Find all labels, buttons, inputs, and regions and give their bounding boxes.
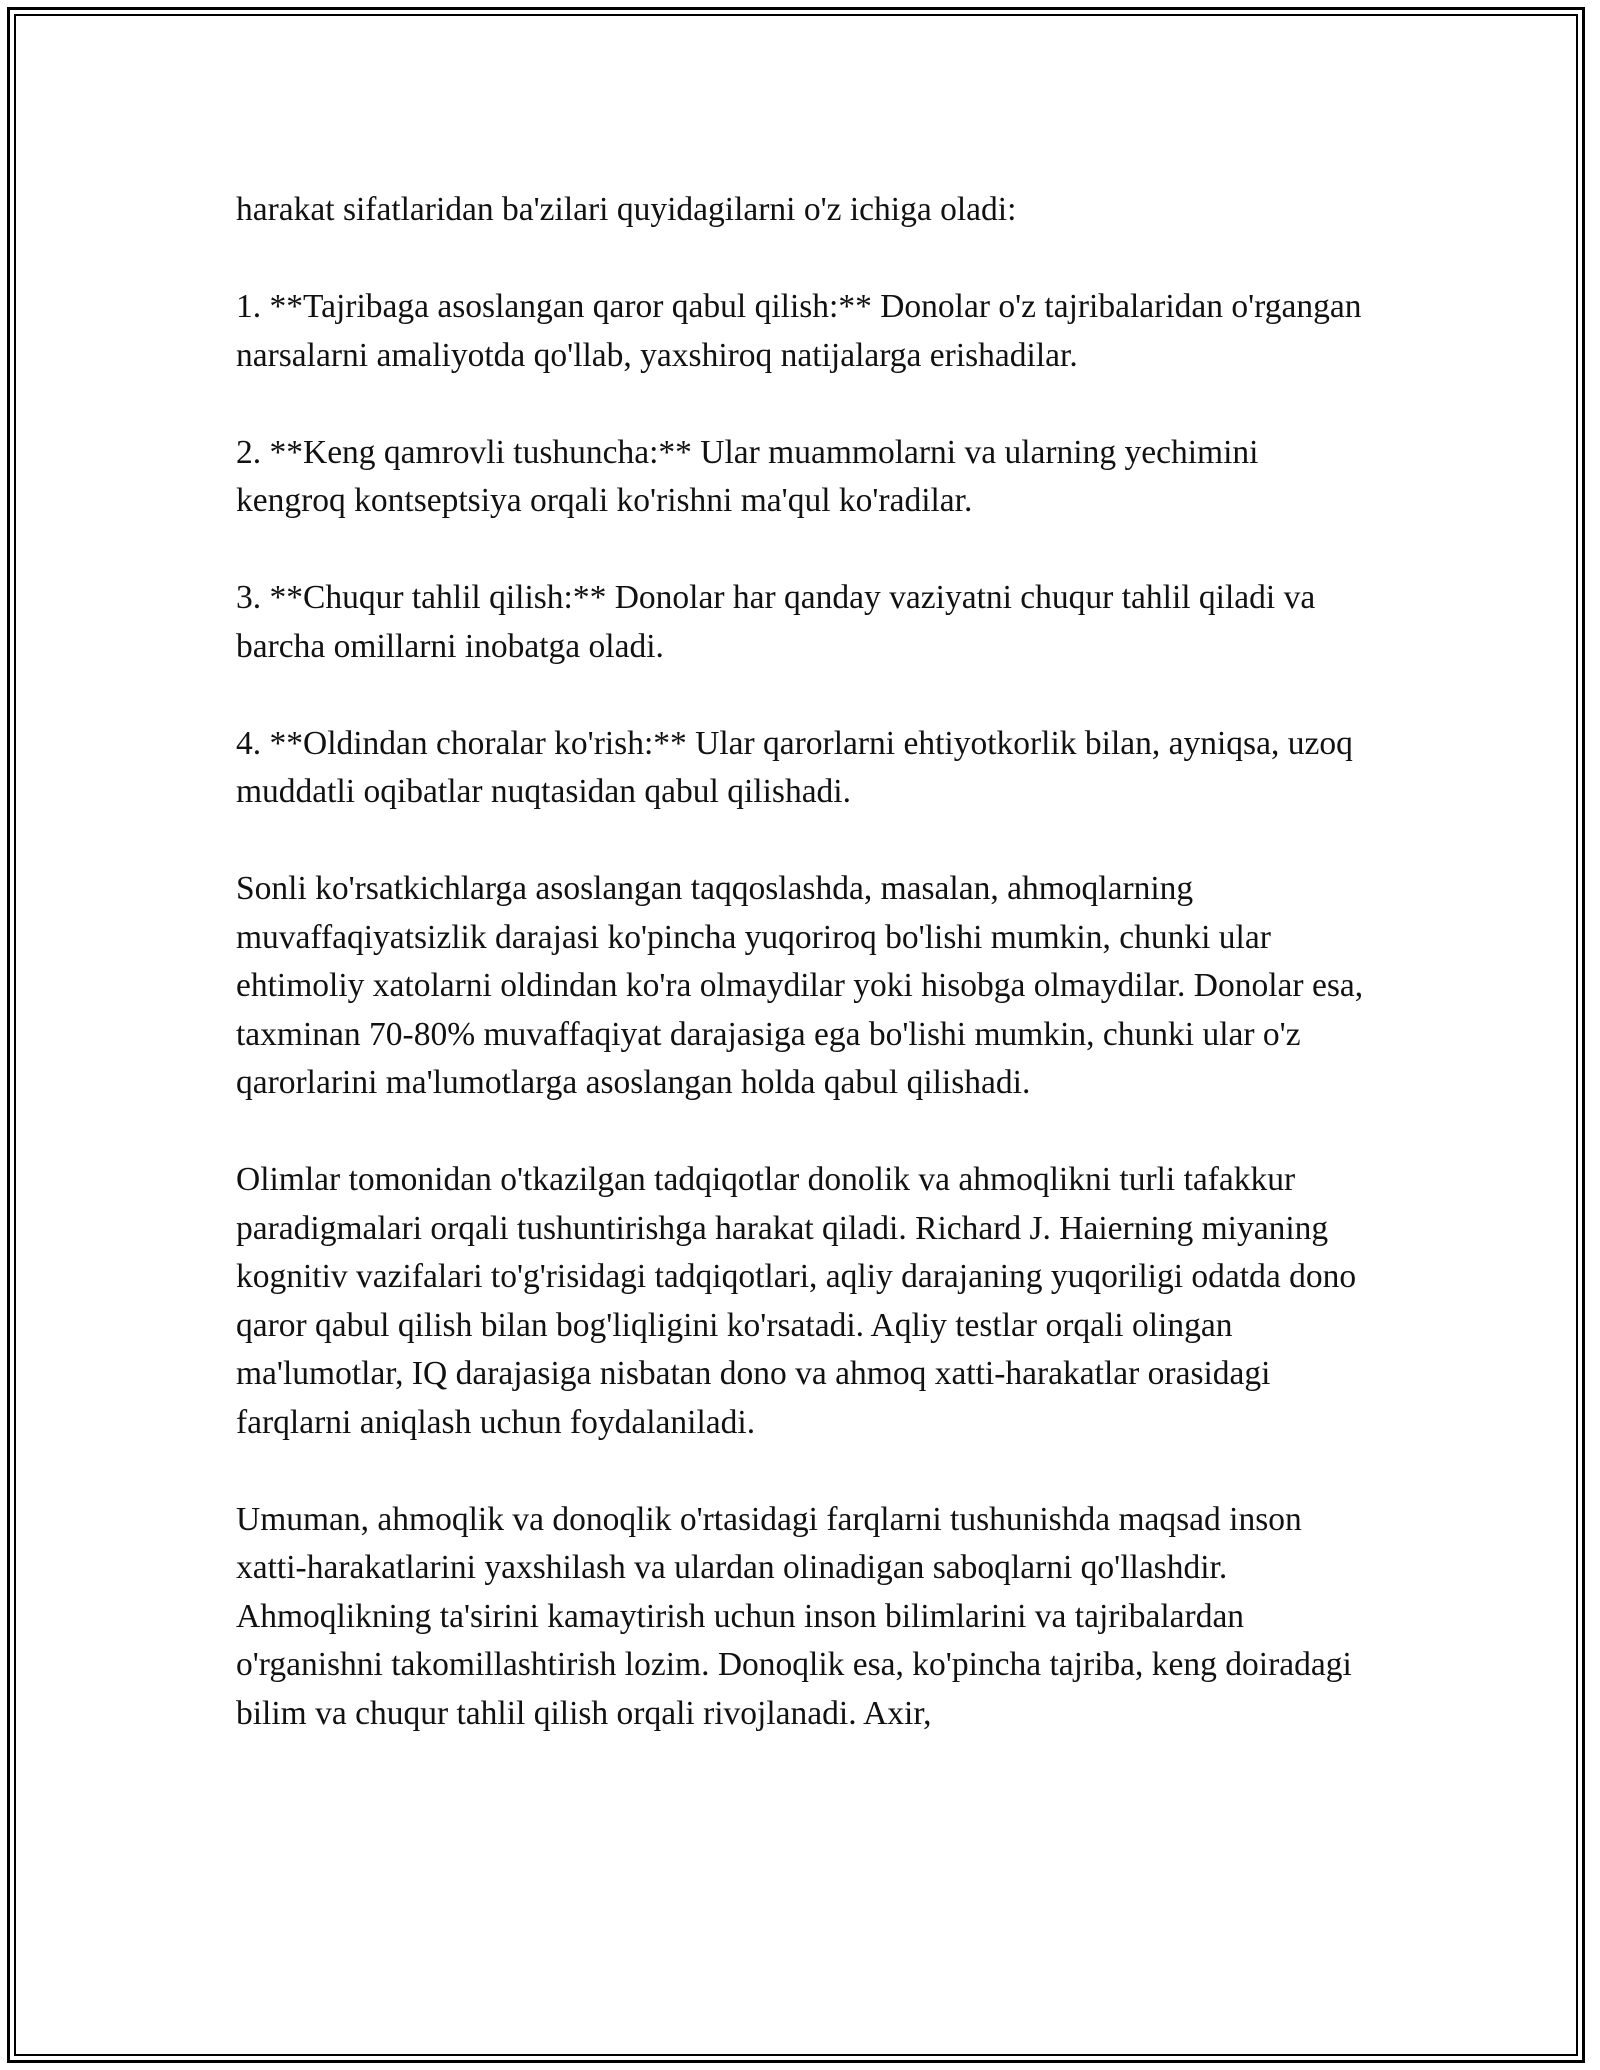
paragraph-list-item-1: 1. **Tajribaga asoslangan qaror qabul qilish:** Donolar o'z tajribalaridan o'rgangan narsalarni amaliyotda qo'llab, yaxshiroq natijalarga erishadilar. — [236, 288, 1362, 374]
paragraph-conclusion: Umuman, ahmoqlik va donoqlik o'rtasidagi farqlarni tushunishda maqsad inson xatti-harakatlarini yaxshilash va ulardan olinadigan saboqlarni qo'llashdir. Ahmoqlikning ta'sirini kamaytirish uchun inson bilimlarini va tajribalardan o'rganishni takomillashtirish lozim. Donoqlik esa, ko'pincha tajriba, keng doiradagi bilim va chuqur tahlil qilish orqali rivojlanadi. Axir, — [236, 1500, 1352, 1732]
paragraph-intro: harakat sifatlaridan ba'zilari quyidagilarni o'z ichiga oladi: — [236, 191, 1017, 228]
paragraph-research: Olimlar tomonidan o'tkazilgan tadqiqotlar donolik va ahmoqlikni turli tafakkur paradigmalari orqali tushuntirishga harakat qiladi. Richard J. Haierning miyaning kognitiv vazifalari to'g'risidagi tadqiqotlari, aqliy darajaning yuqoriligi odatda dono qaror qabul qilish bilan bog'liqligini ko'rsatadi. Aqliy testlar orqali olingan ma'lumotlar, IQ darajasiga nisbatan dono va ahmoq xatti-harakatlar orasidagi farqlarni aniqlash uchun foydalaniladi. — [236, 1161, 1357, 1441]
paragraph-list-item-2: 2. **Keng qamrovli tushuncha:** Ular muammolarni va ularning yechimini kengroq kontseptsiya orqali ko'rishni ma'qul ko'radilar. — [236, 433, 1259, 519]
paragraph-comparison: Sonli ko'rsatkichlarga asoslangan taqqoslashda, masalan, ahmoqlarning muvaffaqiyatsizlik darajasi ko'pincha yuqoriroq bo'lishi mumkin, chunki ular ehtimoliy xatolarni oldindan ko'ra olmaydilar yoki hisobga olmaydilar. Donolar esa, taxminan 70-80% muvaffaqiyat darajasiga ega bo'lishi mumkin, chunki ular o'z qarorlarini ma'lumotlarga asoslangan holda qabul qilishadi. — [236, 870, 1364, 1101]
document-body — [236, 186, 1366, 1738]
paragraph-list-item-4: 4. **Oldindan choralar ko'rish:** Ular qarorlarni ehtiyotkorlik bilan, ayniqsa, uzoq muddatli oqibatlar nuqtasidan qabul qilishadi. — [236, 724, 1353, 810]
paragraph-list-item-3: 3. **Chuqur tahlil qilish:** Donolar har qanday vaziyatni chuqur tahlil qiladi va barcha omillarni inobatga oladi. — [236, 579, 1316, 665]
